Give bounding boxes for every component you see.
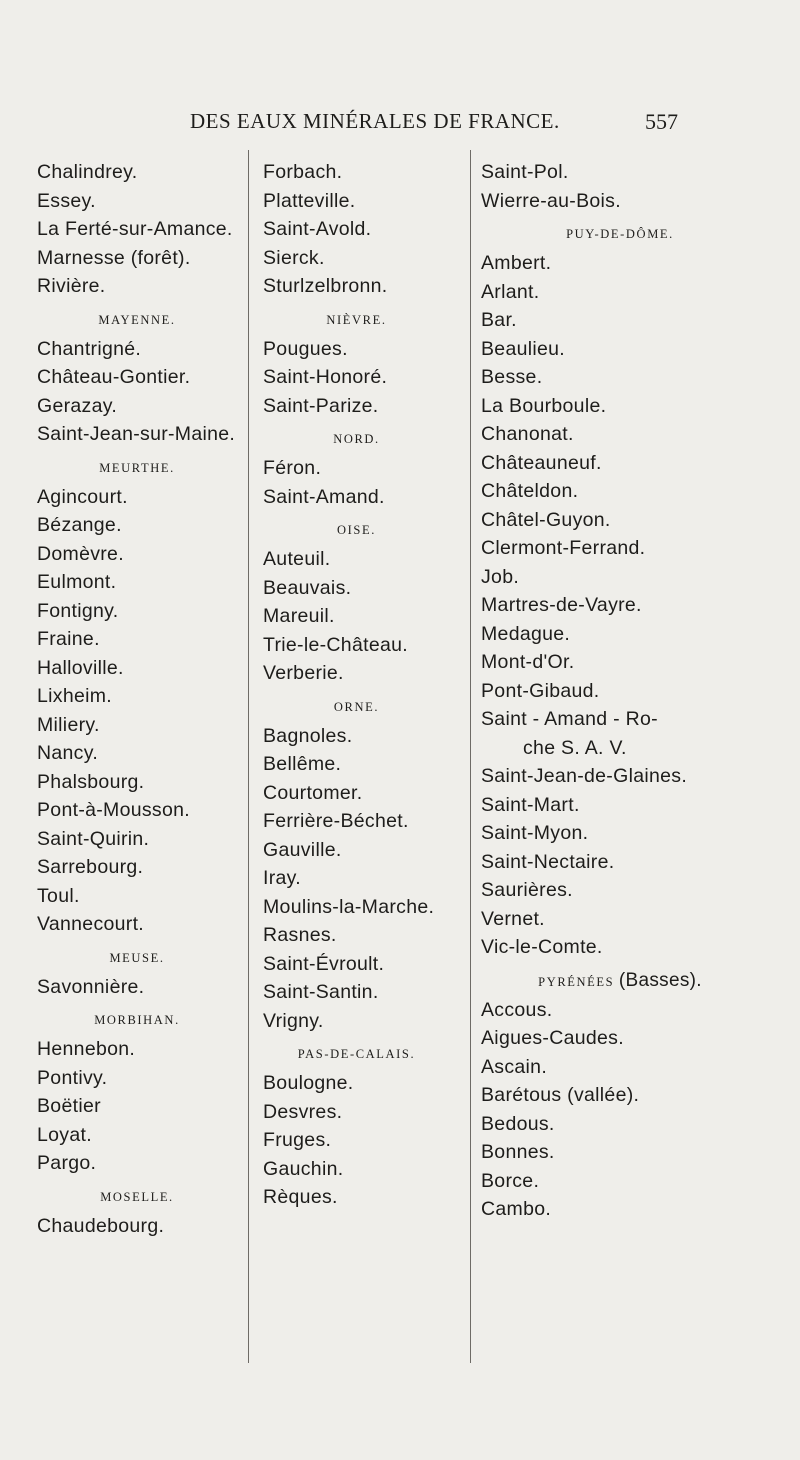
list-item: La Bourboule. bbox=[481, 394, 607, 417]
list-item: Fruges. bbox=[263, 1129, 332, 1151]
list-item: Martres-de-Vayre. bbox=[481, 594, 642, 616]
list-item: Saint-Avold. bbox=[263, 218, 372, 240]
list-item-continuation: che S. A. V. bbox=[523, 736, 627, 759]
list-item: Nancy. bbox=[37, 742, 99, 764]
list-item: Saint-Parize. bbox=[263, 394, 379, 417]
section-heading-meuse: MEUSE. bbox=[109, 950, 165, 965]
list-item: Saint-Myon. bbox=[481, 822, 589, 844]
list-item: Rèques. bbox=[263, 1186, 338, 1208]
list-item: Vernet. bbox=[481, 907, 545, 930]
list-item: Ambert. bbox=[481, 252, 552, 274]
list-item: Medague. bbox=[481, 622, 571, 645]
list-item: Cambo. bbox=[481, 1198, 552, 1220]
section-heading-nievre: NIÈVRE. bbox=[326, 312, 387, 327]
list-item: Bellême. bbox=[263, 753, 342, 775]
list-item: Toul. bbox=[37, 884, 80, 907]
column-rule-2 bbox=[470, 150, 471, 1363]
list-item: Pont-Gibaud. bbox=[481, 679, 600, 702]
list-item: Beauvais. bbox=[263, 576, 352, 599]
list-item: Ascain. bbox=[481, 1055, 548, 1078]
list-item: Courtomer. bbox=[263, 781, 363, 804]
list-item: Sierck. bbox=[263, 246, 325, 269]
section-heading-oise: OISE. bbox=[337, 523, 376, 537]
list-item: Châteldon. bbox=[481, 480, 579, 502]
list-item: Trie-le-Château. bbox=[263, 633, 408, 656]
list-item: Clermont-Ferrand. bbox=[481, 537, 646, 559]
list-item: Chanonat. bbox=[481, 423, 574, 445]
list-item: Bézange. bbox=[37, 514, 122, 536]
page-number: 557 bbox=[645, 109, 678, 134]
section-heading-meurthe: MEURTHE. bbox=[99, 460, 175, 475]
section-heading-morbihan: MORBIHAN. bbox=[94, 1013, 180, 1027]
list-item: Chaudebourg. bbox=[37, 1214, 165, 1237]
list-item: Auteuil. bbox=[263, 548, 331, 570]
list-item: Hennebon. bbox=[37, 1038, 136, 1060]
list-item: Saint-Jean-de-Glaines. bbox=[481, 765, 688, 787]
list-item: Boëtier bbox=[37, 1095, 101, 1117]
list-item: Desvres. bbox=[263, 1100, 343, 1123]
list-item: Sarrebourg. bbox=[37, 856, 144, 878]
column-3 bbox=[481, 158, 781, 1224]
list-item: Eulmont. bbox=[37, 571, 117, 593]
list-item: Bedous. bbox=[481, 1112, 555, 1135]
list-item: Ferrière-Béchet. bbox=[263, 810, 409, 832]
list-item: Féron. bbox=[263, 457, 322, 479]
list-item: Accous. bbox=[481, 998, 553, 1021]
list-item: Phalsbourg. bbox=[37, 770, 145, 793]
list-item: Rivière. bbox=[37, 275, 106, 297]
list-item: Saint-Quirin. bbox=[37, 827, 150, 850]
list-item: Châtel-Guyon. bbox=[481, 508, 611, 531]
column-1 bbox=[37, 158, 252, 1240]
section-heading-mayenne: MAYENNE. bbox=[98, 312, 176, 327]
list-item: Saint-Nectaire. bbox=[481, 850, 615, 873]
list-item: Chantrigné. bbox=[37, 337, 142, 360]
list-item: Verberie. bbox=[263, 662, 344, 684]
list-item: Vrigny. bbox=[263, 1009, 324, 1032]
list-item: Savonnière. bbox=[37, 975, 145, 998]
list-item: Saint-Pol. bbox=[481, 161, 569, 183]
list-item: Bagnoles. bbox=[263, 724, 353, 747]
running-title: DES EAUX MINÉRALES DE FRANCE. bbox=[190, 109, 560, 133]
list-item: Saint-Honoré. bbox=[263, 366, 388, 388]
list-item: Bonnes. bbox=[481, 1141, 555, 1163]
list-item: Essey. bbox=[37, 189, 96, 212]
list-item: Saint-Évroult. bbox=[263, 952, 385, 975]
section-heading-puy-de-dome: PUY-DE-DÔME. bbox=[566, 227, 674, 241]
section-heading-pas-de-calais: PAS-DE-CALAIS. bbox=[297, 1047, 416, 1061]
list-item: Sturlzelbronn. bbox=[263, 275, 388, 297]
list-item: Pont-à-Mousson. bbox=[37, 799, 190, 821]
list-item: Saint-Amand. bbox=[263, 485, 385, 508]
list-item: Iray. bbox=[263, 867, 301, 889]
list-item: Mont-d'Or. bbox=[481, 651, 575, 673]
list-item: Domèvre. bbox=[37, 542, 124, 565]
list-item: Boulogne. bbox=[263, 1072, 354, 1094]
section-heading-pyrenees bbox=[459, 962, 781, 996]
list-item: Pontivy. bbox=[37, 1066, 108, 1089]
list-item: Saint - Amand - Ro- bbox=[481, 708, 658, 730]
list-item: Fraine. bbox=[37, 628, 100, 650]
list-item: Fontigny. bbox=[37, 599, 119, 622]
section-heading-nord: NORD. bbox=[333, 432, 380, 446]
list-item: Agincourt. bbox=[37, 485, 128, 508]
list-item: Wierre-au-Bois. bbox=[481, 189, 621, 212]
list-item: Besse. bbox=[481, 366, 543, 388]
list-item: Gauville. bbox=[263, 838, 342, 861]
list-item: Barétous (vallée). bbox=[481, 1084, 640, 1106]
list-item: Gerazay. bbox=[37, 394, 118, 417]
list-item: Borce. bbox=[481, 1169, 540, 1192]
section-heading-caps: PYRÉNÉES bbox=[538, 974, 615, 989]
list-item: Saint-Jean-sur-Maine. bbox=[37, 423, 236, 445]
list-item: Saurières. bbox=[481, 879, 573, 901]
list-item: Château-Gontier. bbox=[37, 366, 191, 388]
list-item: Mareuil. bbox=[263, 605, 335, 627]
list-item: Bar. bbox=[481, 309, 517, 331]
list-item: Gauchin. bbox=[263, 1157, 344, 1180]
page-header bbox=[0, 109, 800, 139]
section-heading-rest: (Basses). bbox=[618, 969, 702, 991]
section-heading-moselle: MOSELLE. bbox=[100, 1189, 174, 1204]
list-item: Loyat. bbox=[37, 1123, 92, 1146]
list-item: Saint-Mart. bbox=[481, 793, 580, 816]
list-item: Saint-Santin. bbox=[263, 981, 379, 1003]
list-item: Marnesse (forêt). bbox=[37, 246, 191, 269]
list-item: Miliery. bbox=[37, 713, 100, 736]
list-item: Chalindrey. bbox=[37, 161, 138, 183]
list-item: Châteauneuf. bbox=[481, 451, 602, 474]
section-heading-orne: ORNE. bbox=[333, 699, 380, 714]
list-item: Platteville. bbox=[263, 189, 356, 212]
list-item: Lixheim. bbox=[37, 685, 113, 707]
list-item: Halloville. bbox=[37, 656, 124, 679]
list-item: La Ferté-sur-Amance. bbox=[37, 218, 233, 240]
list-item: Job. bbox=[481, 565, 520, 588]
list-item: Forbach. bbox=[263, 161, 343, 183]
list-item: Moulins-la-Marche. bbox=[263, 895, 435, 918]
list-item: Arlant. bbox=[481, 280, 540, 303]
list-item: Vannecourt. bbox=[37, 913, 145, 935]
list-item: Pargo. bbox=[37, 1152, 97, 1174]
list-item: Rasnes. bbox=[263, 924, 337, 946]
list-item: Vic-le-Comte. bbox=[481, 936, 603, 958]
list-item: Pougues. bbox=[263, 337, 348, 360]
list-item: Aigues-Caudes. bbox=[481, 1027, 624, 1049]
list-item: Beaulieu. bbox=[481, 337, 566, 360]
column-2 bbox=[263, 158, 468, 1212]
